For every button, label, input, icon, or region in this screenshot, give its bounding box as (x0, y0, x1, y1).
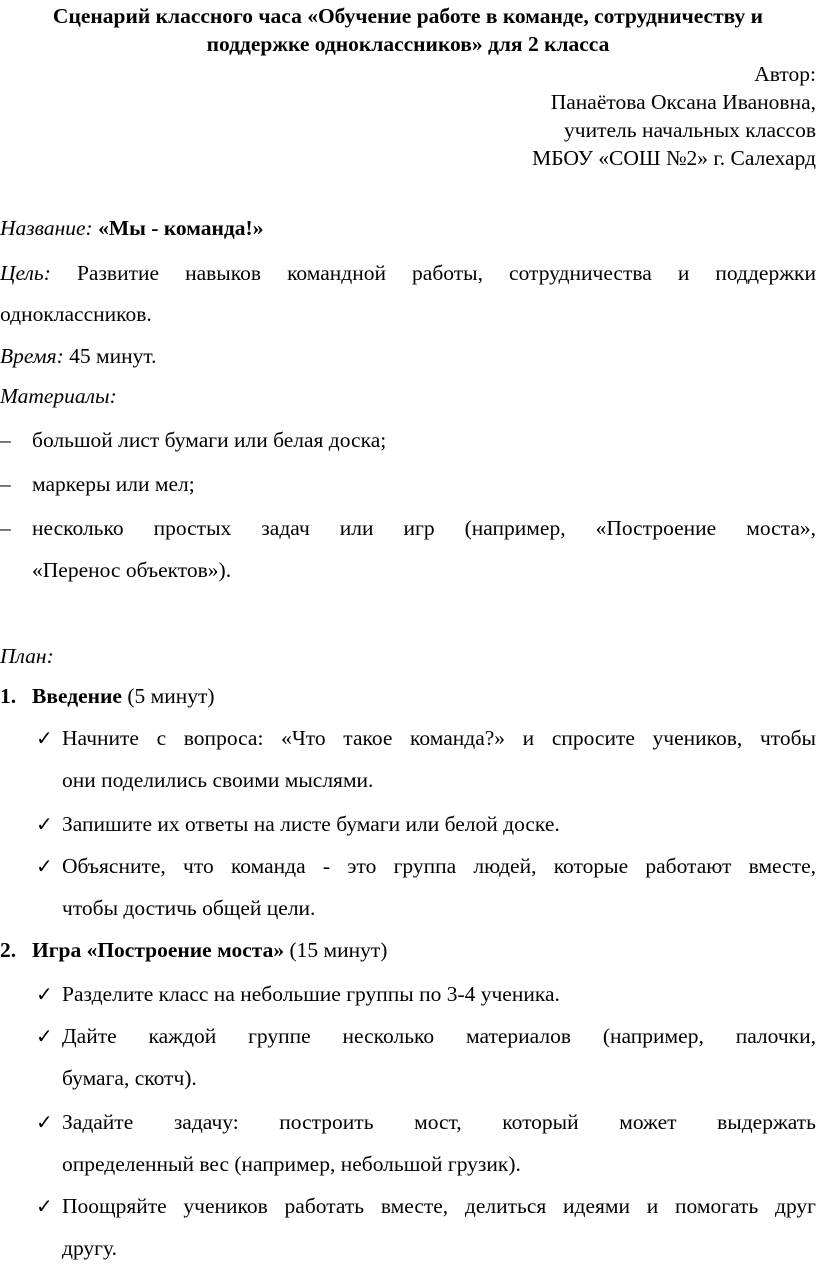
author-school: МБОУ «СОШ №2» г. Салехард (532, 146, 816, 170)
section-2-line-7: другу. (62, 1236, 117, 1260)
title-line-1: Сценарий классного часа «Обучение работе в команде, сотрудничеству и (52, 4, 764, 28)
time-label: Время: (0, 344, 64, 368)
section-1-number: 1. (0, 684, 17, 708)
section-1-line-1: Начните с вопроса: «Что такое команда?» и спросите учеников, чтобы (62, 726, 816, 750)
goal-line-1 (0, 259, 816, 287)
check-icon: ✓ (36, 854, 53, 878)
section-2-duration: (15 минут) (289, 938, 388, 962)
section-2-line-2: Дайте каждой группе несколько материалов (например, палочки, (62, 1024, 816, 1048)
author-position: учитель начальных классов (564, 118, 816, 142)
materials-dash-2: – (0, 472, 11, 496)
name-value: «Мы - команда!» (98, 216, 264, 240)
plan-label: План: (0, 644, 54, 668)
section-2-number: 2. (0, 938, 17, 962)
title-line-2: поддержке одноклассников» для 2 класса (206, 32, 610, 56)
materials-item-2: маркеры или мел; (32, 472, 195, 496)
materials-dash-1: – (0, 428, 11, 452)
materials-item-3-cont: «Перенос объектов»). (32, 558, 232, 582)
time-value: 45 минут. (69, 344, 157, 368)
section-1-line-2: они поделились своими мыслями. (62, 768, 374, 792)
materials-item-1: большой лист бумаги или белая доска; (32, 428, 387, 452)
name-field (0, 214, 263, 242)
goal-label: Цель: (0, 261, 51, 285)
author-block (532, 60, 816, 172)
materials-item-3: несколько простых задач или игр (например, «Построение моста», (32, 516, 816, 540)
materials-dash-3: – (0, 516, 11, 540)
section-1-duration: (5 минут) (127, 684, 215, 708)
check-icon: ✓ (36, 1024, 53, 1048)
section-1-line-4: Объясните, что команда - это группа людей, которые работают вместе, (62, 854, 816, 878)
section-2-line-3: бумага, скотч). (62, 1066, 197, 1090)
section-1-title: Введение (32, 684, 122, 708)
check-icon: ✓ (36, 982, 53, 1006)
check-icon: ✓ (36, 726, 53, 750)
check-icon: ✓ (36, 1110, 53, 1134)
section-2-title: Игра «Построение моста» (32, 938, 285, 962)
time-field (0, 342, 157, 370)
section-2-line-5: определенный вес (например, небольшой грузик). (62, 1152, 521, 1176)
author-name: Панаётова Оксана Ивановна, (550, 90, 816, 114)
check-icon: ✓ (36, 1194, 53, 1218)
section-1-line-3: Запишите их ответы на листе бумаги или белой доске. (62, 812, 560, 836)
name-label: Название: (0, 216, 93, 240)
author-label: Автор: (754, 62, 816, 86)
section-2-line-1: Разделите класс на небольшие группы по 3-4 ученика. (62, 982, 560, 1006)
check-icon: ✓ (36, 812, 53, 836)
section-1-line-5: чтобы достичь общей цели. (62, 896, 316, 920)
goal-line-2: одноклассников. (0, 302, 152, 326)
section-2-heading (32, 936, 387, 964)
section-2-line-6: Поощряйте учеников работать вместе, делиться идеями и помогать друг (62, 1194, 816, 1218)
section-1-heading (32, 682, 215, 710)
materials-label: Материалы: (0, 384, 117, 408)
document-title (0, 2, 816, 58)
section-2-line-4: Задайте задачу: построить мост, который может выдержать (62, 1110, 816, 1134)
goal-text-1: Развитие навыков командной работы, сотрудничества и поддержки (76, 261, 816, 285)
